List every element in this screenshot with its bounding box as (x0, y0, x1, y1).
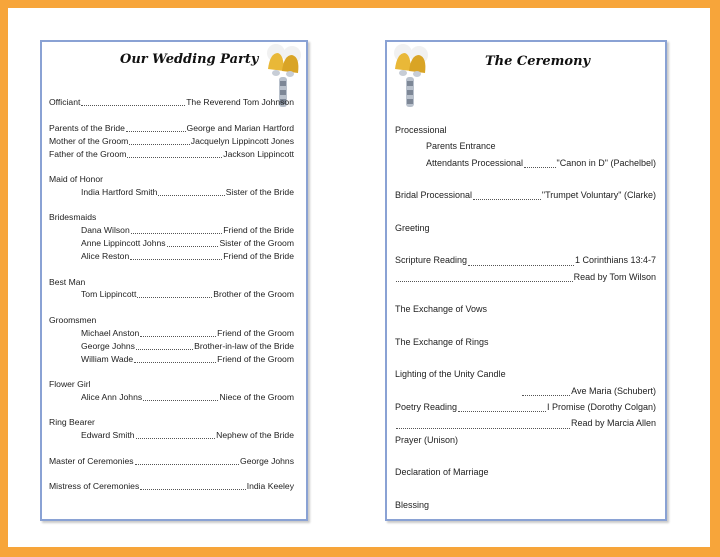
exchange-of-vows: The Exchange of Vows (395, 304, 488, 315)
ring-bearer-heading: Ring Bearer (49, 417, 95, 428)
unity-candle-music-line: Ave Maria (Schubert) (395, 383, 656, 399)
bridesmaids-heading: Bridesmaids (49, 212, 97, 223)
ceremony-program (395, 122, 656, 513)
blessing: Blessing (395, 499, 430, 510)
parents-entrance: Parents Entrance (426, 141, 496, 152)
poetry-reading-line: Poetry Reading I Promise (Dorothy Colgan) (395, 402, 656, 413)
wedding-party-title: Our Wedding Party (120, 52, 259, 67)
scripture-reading-line: Scripture Reading 1 Corinthians 13:4-7 (395, 255, 656, 266)
list-item: George Johns Brother-in-law of the Bride (81, 340, 294, 351)
ceremony-panel (385, 40, 667, 521)
wedding-party-panel (40, 40, 308, 521)
attendants-processional-line: Attendants Processional "Canon in D" (Pachelbel) (426, 157, 656, 168)
master-of-ceremonies-line: Master of Ceremonies George Johns (49, 455, 294, 466)
maid-of-honor-heading: Maid of Honor (49, 174, 103, 184)
wedding-bells-icon (389, 43, 431, 113)
best-man-heading: Best Man (49, 276, 86, 287)
list-item: Dana Wilson Friend of the Bride (81, 225, 294, 236)
list-item: William Wade Friend of the Groom (81, 353, 294, 364)
bridal-processional-line: Bridal Processional "Trumpet Voluntary" (Clarke) (395, 190, 656, 201)
flower-girl-heading: Flower Girl (49, 379, 91, 390)
mistress-of-ceremonies-line: Mistress of Ceremonies India Keeley (49, 481, 294, 492)
list-item: Michael Anston Friend of the Groom (81, 327, 294, 338)
processional-heading: Processional (395, 125, 447, 135)
ceremony-title: The Ceremony (485, 54, 591, 69)
wedding-party-list (49, 96, 294, 493)
greeting: Greeting (395, 222, 430, 233)
declaration-of-marriage: Declaration of Marriage (395, 467, 489, 478)
list-item: Anne Lippincott Johns Sister of the Groom (81, 238, 294, 249)
officiant-line: Officiant The Reverend Tom Johnson (49, 97, 294, 107)
scripture-reader-line: Read by Tom Wilson (395, 269, 656, 285)
list-item: Alice Reston Friend of the Bride (81, 251, 294, 262)
prayer: Prayer (Unison) (395, 434, 459, 445)
list-item: Edward Smith Nephew of the Bride (81, 430, 294, 441)
unity-candle-heading: Lighting of the Unity Candle (395, 369, 506, 380)
father-of-groom-line: Father of the Groom Jackson Lippincott (49, 148, 294, 159)
page-frame (8, 8, 710, 547)
list-item: India Hartford Smith Sister of the Bride (81, 186, 294, 197)
list-item: Tom Lippincott Brother of the Groom (81, 289, 294, 300)
mother-of-groom-line: Mother of the Groom Jacquelyn Lippincott Jones (49, 135, 294, 146)
poetry-reader-line: Read by Marcia Allen (395, 415, 656, 431)
list-item: Alice Ann Johns Niece of the Groom (81, 391, 294, 402)
exchange-of-rings: The Exchange of Rings (395, 336, 489, 347)
groomsmen-heading: Groomsmen (49, 314, 97, 325)
parents-of-bride-line: Parents of the Bride George and Marian Hartford (49, 122, 294, 133)
